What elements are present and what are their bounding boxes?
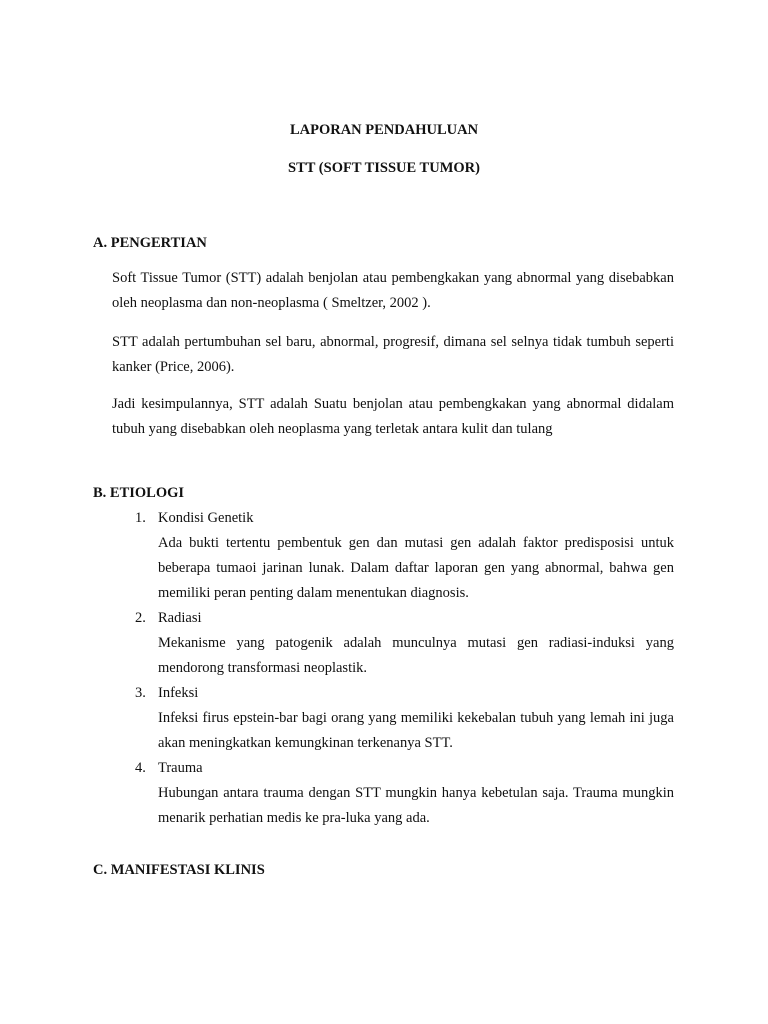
list-item-number: 4. <box>135 760 146 776</box>
document-title: LAPORAN PENDAHULUAN <box>289 122 479 138</box>
list-item-title: Trauma <box>158 760 203 776</box>
section-heading-manifestasi: C. MANIFESTASI KLINIS <box>93 862 265 878</box>
list-item-number: 1. <box>135 510 146 526</box>
list-item-description: Ada bukti tertentu pembentuk gen dan mutasi gen adalah faktor predisposisi untuk beberapa tumaoi jarinan lunak. Dalam daftar laporan gen yang abnormal, bahwa gen memiliki peran penting dalam menentukan diagnosis. <box>158 535 674 601</box>
document-subtitle: STT (SOFT TISSUE TUMOR) <box>288 160 480 176</box>
list-item-title: Infeksi <box>158 685 199 701</box>
list-item-description: Hubungan antara trauma dengan STT mungkin hanya kebetulan saja. Trauma mungkin menarik perhatian medis ke pra-luka yang ada. <box>158 785 674 826</box>
paragraph-definition-1: Soft Tissue Tumor (STT) adalah benjolan atau pembengkakan yang abnormal yang disebabkan oleh neoplasma dan non-neoplasma ( Smeltzer, 2002 ). <box>112 270 674 311</box>
paragraph-conclusion: Jadi kesimpulannya, STT adalah Suatu benjolan atau pembengkakan yang abnormal didalam tubuh yang disebabkan oleh neoplasma yang terletak antara kulit dan tulang <box>112 396 674 437</box>
list-item-number: 3. <box>135 685 146 701</box>
list-item-title: Radiasi <box>158 610 202 626</box>
list-item-description: Mekanisme yang patogenik adalah munculnya mutasi gen radiasi-induksi yang mendorong transformasi neoplastik. <box>158 635 674 676</box>
etiologi-list <box>93 506 674 831</box>
paragraph-definition-2: STT adalah pertumbuhan sel baru, abnormal, progresif, dimana sel selnya tidak tumbuh seperti kanker (Price, 2006). <box>112 334 674 375</box>
list-item-genetik <box>93 506 674 606</box>
list-item-trauma <box>93 756 674 831</box>
section-heading-pengertian: A. PENGERTIAN <box>93 235 207 251</box>
list-item-description: Infeksi firus epstein-bar bagi orang yang memiliki kekebalan tubuh yang lemah ini juga akan meningkatkan kemungkinan terkenanya STT. <box>158 710 674 751</box>
list-item-radiasi <box>93 606 674 681</box>
list-item-number: 2. <box>135 610 146 626</box>
list-item-title: Kondisi Genetik <box>158 510 254 526</box>
list-item-infeksi <box>93 681 674 756</box>
section-heading-etiologi: B. ETIOLOGI <box>93 485 185 501</box>
